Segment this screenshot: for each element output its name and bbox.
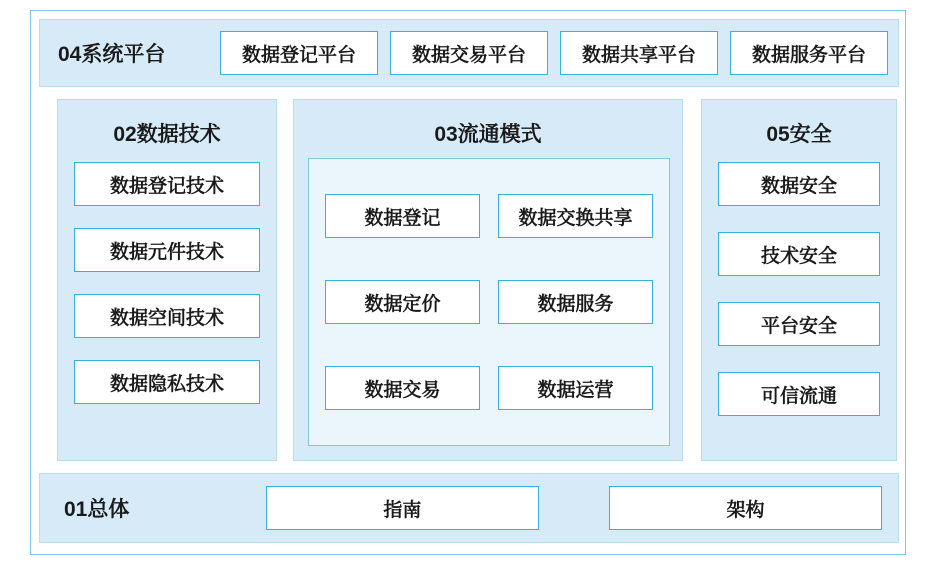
security-column-title: 05安全 [766,123,832,146]
mode-item-operation[interactable]: 数据运营 [498,366,653,410]
tech-column-title: 02数据技术 [113,123,221,146]
platform-item-registration[interactable]: 数据登记平台 [220,31,378,75]
mode-row-2 [325,280,653,324]
overall-band-title: 01总体 [64,498,130,521]
platform-item-trading[interactable]: 数据交易平台 [390,31,548,75]
mode-item-registration[interactable]: 数据登记 [325,194,480,238]
mode-row-3 [325,366,653,410]
middle-region [39,99,899,461]
mode-inner-panel [308,158,670,446]
platform-band-title: 04系统平台 [58,43,166,66]
security-column [701,99,897,461]
overall-item-architecture[interactable]: 架构 [609,486,882,530]
platform-item-service[interactable]: 数据服务平台 [730,31,888,75]
security-column-items [702,162,896,416]
tech-column-items [58,162,276,404]
tech-item-space[interactable]: 数据空间技术 [74,294,260,338]
overall-band [39,473,899,543]
tech-column [57,99,277,461]
mode-item-trading[interactable]: 数据交易 [325,366,480,410]
security-item-trusted-circulation[interactable]: 可信流通 [718,372,880,416]
platform-item-sharing[interactable]: 数据共享平台 [560,31,718,75]
mode-item-exchange-sharing[interactable]: 数据交换共享 [498,194,653,238]
security-item-data[interactable]: 数据安全 [718,162,880,206]
mode-row-1 [325,194,653,238]
mode-item-service[interactable]: 数据服务 [498,280,653,324]
tech-item-privacy[interactable]: 数据隐私技术 [74,360,260,404]
security-item-platform[interactable]: 平台安全 [718,302,880,346]
diagram-frame [30,10,906,555]
mode-item-pricing[interactable]: 数据定价 [325,280,480,324]
mode-column [293,99,683,461]
mode-column-title: 03流通模式 [434,123,542,146]
platform-band [39,19,899,87]
tech-item-registration[interactable]: 数据登记技术 [74,162,260,206]
tech-item-element[interactable]: 数据元件技术 [74,228,260,272]
overall-item-guide[interactable]: 指南 [266,486,539,530]
security-item-technology[interactable]: 技术安全 [718,232,880,276]
